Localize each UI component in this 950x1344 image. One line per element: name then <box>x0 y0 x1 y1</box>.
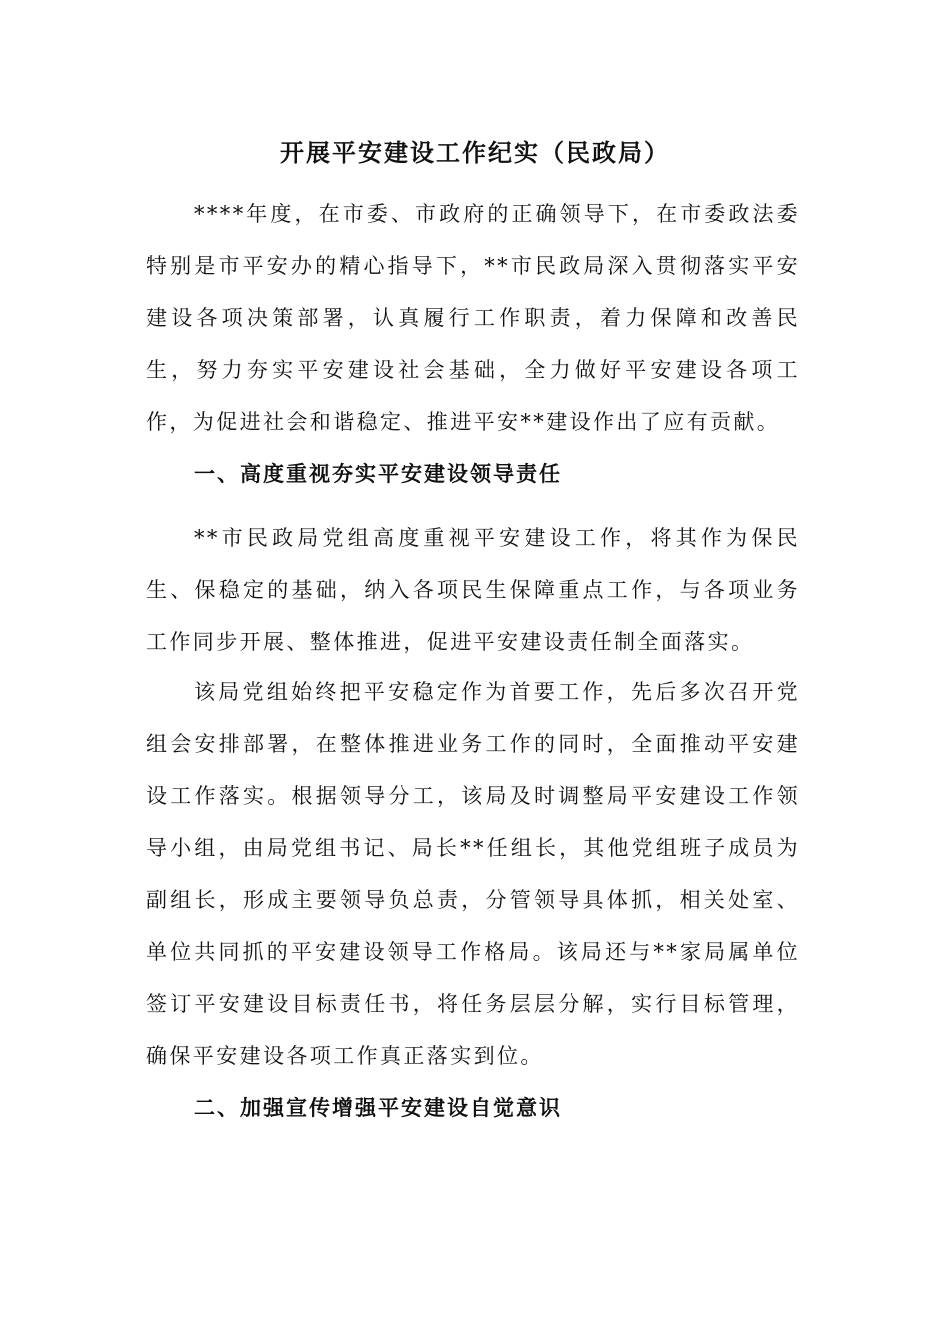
section-heading-1: 一、高度重视夯实平安建设领导责任 <box>194 461 562 486</box>
document-title: 开展平安建设工作纪实（民政局） <box>280 138 670 167</box>
section-1-paragraph-2: 该局党组始终把平安稳定作为首要工作，先后多次召开党组会安排部署，在整体推进业务工作的同时，全面推动平安建设工作落实。根据领导分工，该局及时调整局平安建设工作领导小组，由局党组书记、局长**任组长，其他党组班子成员为副组长，形成主要领导负总责，分管领导具体抓，相关处室、单位共同抓的平安建设领导工作格局。该局还与**家局属单位签订平安建设目标责任书，将任务层层分解，实行目标管理，确保平安建设各项工作真正落实到位。 <box>146 680 800 1068</box>
section-1-paragraph-1: **市民政局党组高度重视平安建设工作，将其作为保民生、保稳定的基础，纳入各项民生保障重点工作，与各项业务工作同步开展、整体推进，促进平安建设责任制全面落实。 <box>146 526 800 654</box>
intro-paragraph: ****年度，在市委、市政府的正确领导下，在市委政法委特别是市平安办的精心指导下，**市民政局深入贯彻落实平安建设各项决策部署，认真履行工作职责，着力保障和改善民生，努力夯实平安建设社会基础，全力做好平安建设各项工作，为促进社会和谐稳定、推进平安**建设作出了应有贡献。 <box>146 202 800 434</box>
section-heading-2: 二、加强宣传增强平安建设自觉意识 <box>194 1095 562 1120</box>
